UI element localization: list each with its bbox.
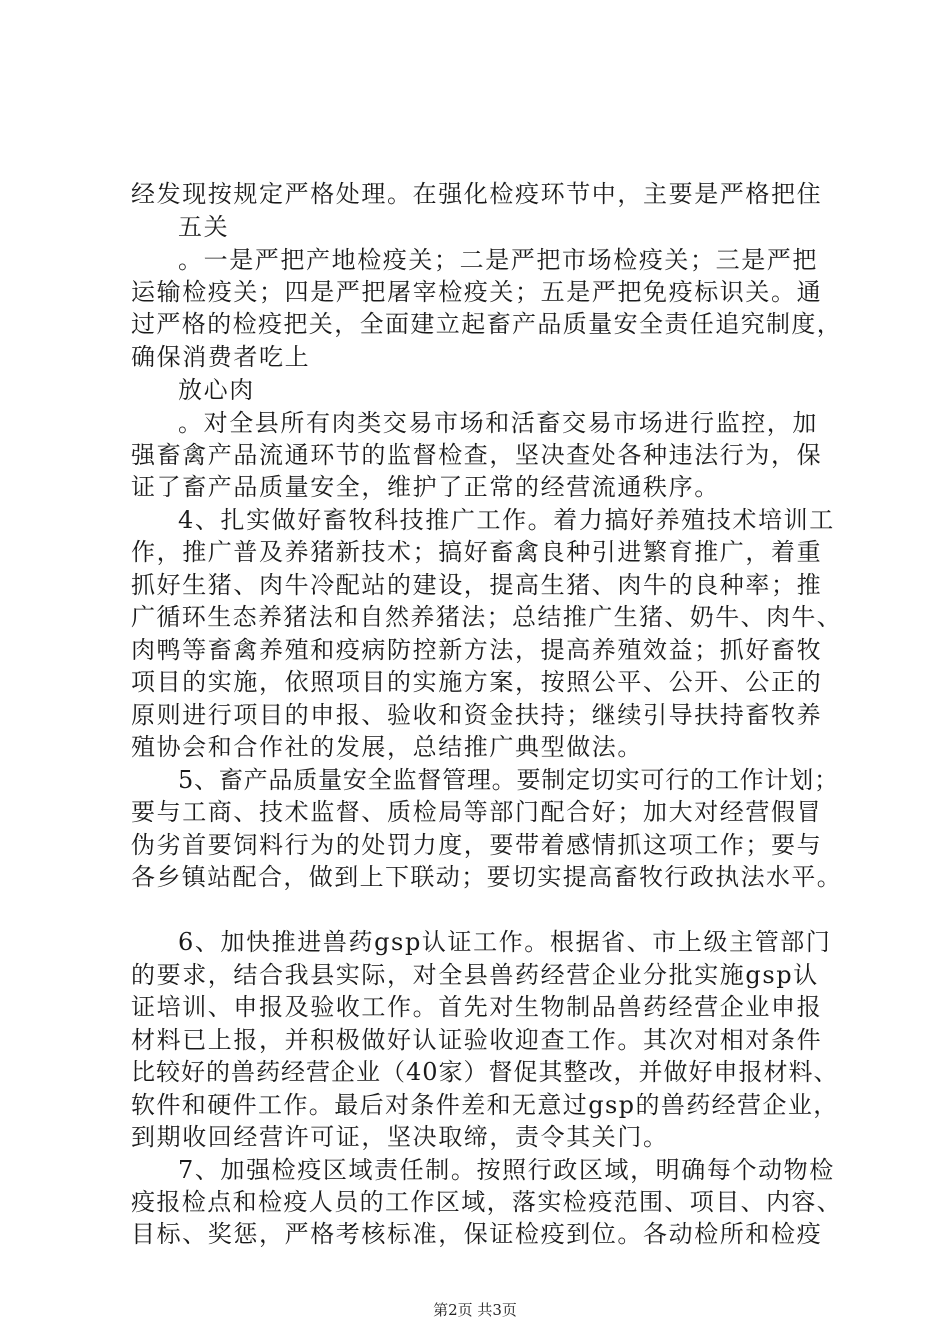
- text-line: 要与工商、技术监督、质检局等部门配合好；加大对经营假冒: [131, 798, 823, 826]
- text-line: 项目的实施，依照项目的实施方案，按照公平、公开、公正的: [131, 668, 823, 696]
- text-line: 放心肉: [178, 376, 255, 404]
- text-line: 。对全县所有肉类交易市场和活畜交易市场进行监控，加: [178, 409, 818, 437]
- text-line: 。一是严把产地检疫关；二是严把市场检疫关；三是严把: [178, 246, 818, 274]
- text-line: 原则进行项目的申报、验收和资金扶持；继续引导扶持畜牧养: [131, 701, 823, 729]
- text-line: 抓好生猪、肉牛冷配站的建设，提高生猪、肉牛的良种率；推: [131, 571, 823, 599]
- text-line: 作，推广普及养猪新技术；搞好畜禽良种引进繁育推广，着重: [131, 538, 823, 566]
- text-line: 运输检疫关；四是严把屠宰检疫关；五是严把免疫标识关。通: [131, 278, 823, 306]
- text-line: 软件和硬件工作。最后对条件差和无意过gsp的兽药经营企业，: [131, 1091, 839, 1119]
- text-line: 五关: [178, 213, 230, 241]
- text-line: 广循环生态养猪法和自然养猪法；总结推广生猪、奶牛、肉牛、: [131, 603, 843, 631]
- page-number-footer: 第2页 共3页: [433, 1301, 517, 1319]
- text-line: 比较好的兽药经营企业（40家）督促其整改，并做好申报材料、: [131, 1058, 839, 1086]
- text-line: 疫报检点和检疫人员的工作区域，落实检疫范围、项目、内容、: [131, 1188, 843, 1216]
- text-line: 伪劣首要饲料行为的处罚力度，要带着感情抓这项工作；要与: [131, 831, 823, 859]
- text-line: 强畜禽产品流通环节的监督检查，坚决查处各种违法行为，保: [131, 441, 823, 469]
- text-line: 6、加快推进兽药gsp认证工作。根据省、市上级主管部门: [178, 928, 832, 956]
- text-line: 证了畜产品质量安全，维护了正常的经营流通秩序。: [131, 473, 720, 501]
- text-line: 肉鸭等畜禽养殖和疫病防控新方法，提高养殖效益；抓好畜牧: [131, 636, 823, 664]
- text-line: 各乡镇站配合，做到上下联动；要切实提高畜牧行政执法水平。: [131, 863, 843, 891]
- text-line: 材料已上报，并积极做好认证验收迎查工作。其次对相对条件: [131, 1026, 823, 1054]
- text-line: 证培训、申报及验收工作。首先对生物制品兽药经营企业申报: [131, 993, 823, 1021]
- text-line: 过严格的检疫把关，全面建立起畜产品质量安全责任追究制度，: [131, 310, 843, 338]
- text-line: 4、扎实做好畜牧科技推广工作。着力搞好养殖技术培训工: [178, 506, 835, 534]
- text-line: 确保消费者吃上: [131, 343, 311, 371]
- text-line: 到期收回经营许可证，坚决取缔，责令其关门。: [131, 1123, 669, 1151]
- text-line: 的要求，结合我县实际，对全县兽药经营企业分批实施gsp认: [131, 961, 819, 989]
- text-line: 5、畜产品质量安全监督管理。要制定切实可行的工作计划；: [178, 766, 839, 794]
- text-line: 殖协会和合作社的发展，总结推广典型做法。: [131, 733, 643, 761]
- text-line: 经发现按规定严格处理。在强化检疫环节中，主要是严格把住: [131, 180, 823, 208]
- text-line: 7、加强检疫区域责任制。按照行政区域，明确每个动物检: [178, 1156, 835, 1184]
- text-line: 目标、奖惩，严格考核标准，保证检疫到位。各动检所和检疫: [131, 1220, 823, 1248]
